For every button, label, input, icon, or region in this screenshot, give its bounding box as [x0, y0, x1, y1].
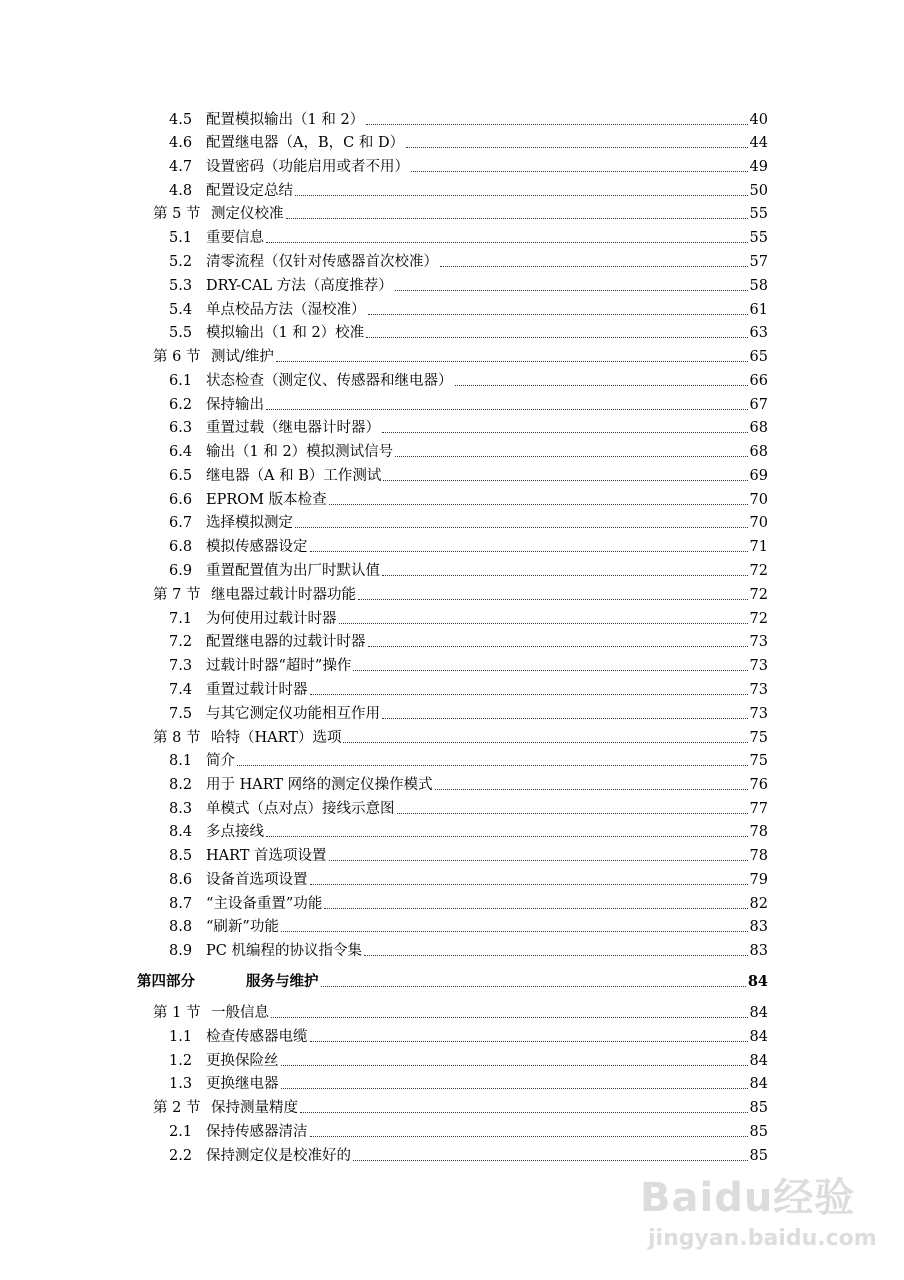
dot-leader	[353, 1160, 748, 1161]
toc-entry-number: 7.1	[169, 611, 193, 627]
toc-entry	[169, 1071, 768, 1093]
dot-leader	[281, 931, 748, 932]
dot-leader	[395, 290, 748, 291]
toc-entry	[153, 1000, 768, 1022]
toc-entry-title: 清零流程（仅针对传感器首次校准）	[206, 254, 438, 270]
toc-entry-title: “刷新”功能	[206, 919, 279, 935]
toc-entry-page-number: 82	[749, 896, 768, 912]
toc-entry-title: 过载计时器“超时”操作	[206, 658, 352, 674]
dot-leader	[310, 551, 748, 552]
toc-entry-page-number: 85	[749, 1124, 768, 1140]
toc-entry-page-number: 66	[749, 373, 768, 389]
toc-entry-page-number: 55	[749, 206, 768, 222]
toc-entry-number: 6.7	[169, 515, 193, 531]
toc-entry-title: 继电器（A 和 B）工作测试	[206, 468, 382, 484]
dot-leader	[281, 1065, 748, 1066]
dot-leader	[266, 242, 748, 243]
toc-entry-title: 重置配置值为出厂时默认值	[206, 563, 380, 579]
toc-entry-number: 6.9	[169, 563, 193, 579]
dot-leader	[271, 1017, 748, 1018]
toc-entry	[169, 178, 768, 200]
toc-entry	[169, 1119, 768, 1141]
toc-entry-title: EPROM 版本检查	[206, 492, 327, 508]
dot-leader	[435, 789, 748, 790]
toc-entry-number: 6.6	[169, 492, 193, 508]
toc-entry-page-number: 78	[749, 848, 768, 864]
toc-entry-number: 5.5	[169, 325, 193, 341]
toc-entry-title: “主设备重置”功能	[206, 896, 323, 912]
toc-entry	[153, 201, 768, 223]
toc-entry-page-number: 67	[749, 397, 768, 413]
toc-entry-number: 8.8	[169, 919, 193, 935]
dot-leader	[300, 1112, 748, 1113]
toc-entry-title: 一般信息	[211, 1005, 269, 1021]
toc-entry-page-number: 84	[749, 1005, 768, 1021]
dot-leader	[329, 504, 748, 505]
dot-leader	[353, 670, 747, 671]
toc-entry-page-number: 57	[749, 254, 768, 270]
toc-entry-number: 8.9	[169, 943, 193, 959]
toc-entry	[169, 867, 768, 889]
toc-entry-page-number: 69	[749, 468, 768, 484]
toc-entry-number: 8.2	[169, 777, 193, 793]
toc-entry-page-number: 84	[749, 1029, 768, 1045]
toc-entry-title: HART 首选项设置	[206, 848, 327, 864]
toc-entry-page-number: 49	[749, 159, 768, 175]
toc-entry	[137, 969, 768, 991]
toc-entry-title: 用于 HART 网络的测定仪操作模式	[206, 777, 433, 793]
toc-entry-page-number: 79	[749, 872, 768, 888]
toc-entry	[169, 701, 768, 723]
watermark-url: jingyan.baidu.com	[648, 1226, 877, 1251]
toc-entry-number: 4.7	[169, 159, 193, 175]
toc-entry-page-number: 72	[749, 563, 768, 579]
toc-entry	[169, 1048, 768, 1070]
toc-entry	[169, 415, 768, 437]
toc-entry-number: 6.5	[169, 468, 193, 484]
toc-entry-title: 为何使用过载计时器	[206, 611, 337, 627]
dot-leader	[368, 314, 748, 315]
toc-entry-page-number: 61	[749, 302, 768, 318]
toc-entry-page-number: 44	[749, 135, 768, 151]
toc-entry	[169, 320, 768, 342]
toc-entry	[169, 1024, 768, 1046]
toc-entry-number: 8.7	[169, 896, 193, 912]
toc-entry-title: 测试/维护	[211, 349, 274, 365]
toc-entry	[169, 107, 768, 129]
dot-leader	[411, 171, 748, 172]
toc-entry-number: 7.5	[169, 706, 193, 722]
toc-entry	[169, 439, 768, 461]
toc-entry	[169, 938, 768, 960]
toc-entry-page-number: 73	[749, 706, 768, 722]
toc-entry-title: 设备首选项设置	[206, 872, 308, 888]
toc-entry	[169, 606, 768, 628]
toc-entry-number: 4.8	[169, 183, 193, 199]
toc-entry-title: 保持测定仪是校准好的	[206, 1148, 351, 1164]
toc-entry-page-number: 84	[747, 973, 768, 990]
toc-entry-page-number: 40	[749, 112, 768, 128]
toc-entry	[169, 629, 768, 651]
dot-leader	[237, 765, 748, 766]
toc-entry-title: 配置继电器（A，B，C 和 D）	[206, 135, 405, 151]
toc-entry-title: PC 机编程的协议指令集	[206, 943, 362, 959]
toc-entry-title: 重置过载（继电器计时器）	[206, 420, 380, 436]
dot-leader	[324, 908, 747, 909]
toc-entry	[169, 463, 768, 485]
dot-leader	[281, 1088, 748, 1089]
dot-leader	[343, 742, 747, 743]
toc-entry-page-number: 85	[749, 1148, 768, 1164]
toc-entry-number: 8.5	[169, 848, 193, 864]
toc-entry-page-number: 83	[749, 919, 768, 935]
toc-entry-title: 设置密码（功能启用或者不用）	[206, 159, 409, 175]
toc-entry-number: 6.8	[169, 539, 193, 555]
toc-entry-number: 7.4	[169, 682, 193, 698]
toc-entry-page-number: 73	[749, 658, 768, 674]
toc-entry-page-number: 68	[749, 420, 768, 436]
toc-entry-title: 保持输出	[206, 397, 264, 413]
toc-entry	[169, 297, 768, 319]
toc-entry-page-number: 72	[749, 587, 768, 603]
dot-leader	[310, 1136, 748, 1137]
dot-leader	[455, 385, 748, 386]
toc-entry	[169, 392, 768, 414]
toc-entry-number: 8.6	[169, 872, 193, 888]
toc-entry-title: 保持传感器清洁	[206, 1124, 308, 1140]
toc-entry-title: 更换保险丝	[206, 1053, 279, 1069]
toc-entry-number: 6.2	[169, 397, 193, 413]
dot-leader	[395, 456, 747, 457]
toc-entry-page-number: 73	[749, 682, 768, 698]
toc-entry-page-number: 75	[749, 753, 768, 769]
toc-entry	[169, 1143, 768, 1165]
toc-entry	[169, 772, 768, 794]
toc-entry-number: 第 5 节	[153, 206, 201, 222]
toc-entry-number: 1.3	[169, 1076, 193, 1092]
toc-entry-title: 服务与维护	[246, 973, 319, 990]
toc-entry-title: 重要信息	[206, 230, 264, 246]
dot-leader	[329, 860, 748, 861]
toc-entry-page-number: 70	[749, 492, 768, 508]
toc-entry	[169, 225, 768, 247]
toc-entry-number: 6.3	[169, 420, 193, 436]
toc-entry-number: 6.4	[169, 444, 193, 460]
dot-leader	[339, 623, 748, 624]
toc-entry-title: 与其它测定仪功能相互作用	[206, 706, 380, 722]
toc-entry-number: 7.3	[169, 658, 193, 674]
toc-entry-title: 哈特（HART）选项	[211, 730, 342, 746]
toc-entry-number: 第 8 节	[153, 730, 201, 746]
toc-entry-page-number: 85	[749, 1100, 768, 1116]
toc-entry-page-number: 70	[749, 515, 768, 531]
dot-leader	[383, 480, 747, 481]
toc-entry-page-number: 73	[749, 634, 768, 650]
toc-entry-number: 4.6	[169, 135, 193, 151]
toc-entry	[153, 344, 768, 366]
toc-entry-title: 继电器过载计时器功能	[211, 587, 356, 603]
toc-entry-number: 7.2	[169, 634, 193, 650]
toc-entry	[169, 487, 768, 509]
toc-entry-title: 状态检查（测定仪、传感器和继电器）	[206, 373, 453, 389]
toc-entry-number: 6.1	[169, 373, 193, 389]
toc-entry-title: DRY-CAL 方法（高度推荐）	[206, 278, 393, 294]
toc-entry	[169, 510, 768, 532]
toc-entry-number: 第 6 节	[153, 349, 201, 365]
toc-entry	[169, 843, 768, 865]
toc-entry-page-number: 55	[749, 230, 768, 246]
dot-leader	[382, 432, 748, 433]
toc-entry-number: 2.1	[169, 1124, 193, 1140]
dot-leader	[366, 337, 747, 338]
toc-entry	[169, 796, 768, 818]
toc-entry-title: 简介	[206, 753, 235, 769]
dot-leader	[382, 575, 748, 576]
toc-entry-page-number: 71	[749, 539, 768, 555]
toc-entry-number: 第 2 节	[153, 1100, 201, 1116]
toc-entry-title: 模拟输出（1 和 2）校准	[206, 325, 365, 341]
toc-entry	[169, 914, 768, 936]
toc-entry-page-number: 78	[749, 824, 768, 840]
dot-leader	[266, 836, 748, 837]
toc-entry	[169, 130, 768, 152]
toc-entry-title: 选择模拟测定	[206, 515, 293, 531]
toc-entry	[169, 154, 768, 176]
dot-leader	[310, 1041, 748, 1042]
toc-entry-title: 输出（1 和 2）模拟测试信号	[206, 444, 394, 460]
toc-entry-number: 8.3	[169, 801, 193, 817]
toc-entry-title: 保持测量精度	[211, 1100, 298, 1116]
dot-leader	[366, 124, 747, 125]
toc-entry	[153, 725, 768, 747]
dot-leader	[440, 266, 748, 267]
toc-entry-title: 重置过载计时器	[206, 682, 308, 698]
toc-entry	[169, 534, 768, 556]
toc-entry-page-number: 77	[749, 801, 768, 817]
dot-leader	[364, 955, 748, 956]
toc-entry	[169, 748, 768, 770]
toc-entry	[169, 273, 768, 295]
toc-entry-title: 模拟传感器设定	[206, 539, 308, 555]
toc-entry	[169, 558, 768, 580]
dot-leader	[397, 813, 748, 814]
toc-entry	[169, 677, 768, 699]
toc-entry-number: 8.1	[169, 753, 193, 769]
toc-entry	[169, 819, 768, 841]
toc-entry-page-number: 63	[749, 325, 768, 341]
dot-leader	[321, 986, 746, 987]
toc-entry-title: 多点接线	[206, 824, 264, 840]
toc-entry-number: 5.2	[169, 254, 193, 270]
toc-entry	[153, 1095, 768, 1117]
toc-entry	[169, 891, 768, 913]
toc-entry-number: 5.4	[169, 302, 193, 318]
toc-entry-number: 8.4	[169, 824, 193, 840]
toc-entry-page-number: 68	[749, 444, 768, 460]
toc-entry-page-number: 72	[749, 611, 768, 627]
toc-entry-title: 测定仪校准	[211, 206, 284, 222]
dot-leader	[266, 409, 748, 410]
toc-entry	[169, 653, 768, 675]
toc-entry-title: 检查传感器电缆	[206, 1029, 308, 1045]
toc-entry-page-number: 84	[749, 1053, 768, 1069]
baidu-jingyan-watermark	[640, 1166, 880, 1276]
toc-entry-page-number: 84	[749, 1076, 768, 1092]
watermark-logo: Baidu经验	[640, 1175, 856, 1221]
toc-entry-title: 配置模拟输出（1 和 2）	[206, 112, 365, 128]
dot-leader	[406, 147, 747, 148]
toc-entry-title: 配置继电器的过载计时器	[206, 634, 366, 650]
dot-leader	[295, 527, 748, 528]
toc-entry-number: 2.2	[169, 1148, 193, 1164]
toc-entry-page-number: 50	[749, 183, 768, 199]
dot-leader	[310, 884, 748, 885]
toc-entry-title: 配置设定总结	[206, 183, 293, 199]
toc-entry-number: 第四部分	[137, 973, 195, 990]
toc-entry-number: 1.1	[169, 1029, 193, 1045]
toc-entry-number: 5.1	[169, 230, 193, 246]
toc-entry-page-number: 76	[749, 777, 768, 793]
toc-entry-number: 第 1 节	[153, 1005, 201, 1021]
toc-entry-number: 4.5	[169, 112, 193, 128]
toc-entry-number: 第 7 节	[153, 587, 201, 603]
toc-entry-number: 1.2	[169, 1053, 193, 1069]
toc-entry-title: 单模式（点对点）接线示意图	[206, 801, 395, 817]
toc-entry-page-number: 58	[749, 278, 768, 294]
dot-leader	[276, 361, 748, 362]
dot-leader	[358, 599, 748, 600]
toc-entry-page-number: 83	[749, 943, 768, 959]
dot-leader	[382, 718, 748, 719]
dot-leader	[310, 694, 748, 695]
toc-entry-page-number: 75	[749, 730, 768, 746]
toc-entry-title: 单点校品方法（湿校准）	[206, 302, 366, 318]
dot-leader	[368, 646, 748, 647]
toc-entry-title: 更换继电器	[206, 1076, 279, 1092]
toc-entry	[169, 368, 768, 390]
dot-leader	[295, 195, 748, 196]
toc-entry	[153, 582, 768, 604]
toc-entry-number: 5.3	[169, 278, 193, 294]
toc-entry-page-number: 65	[749, 349, 768, 365]
dot-leader	[286, 218, 748, 219]
toc-entry	[169, 249, 768, 271]
